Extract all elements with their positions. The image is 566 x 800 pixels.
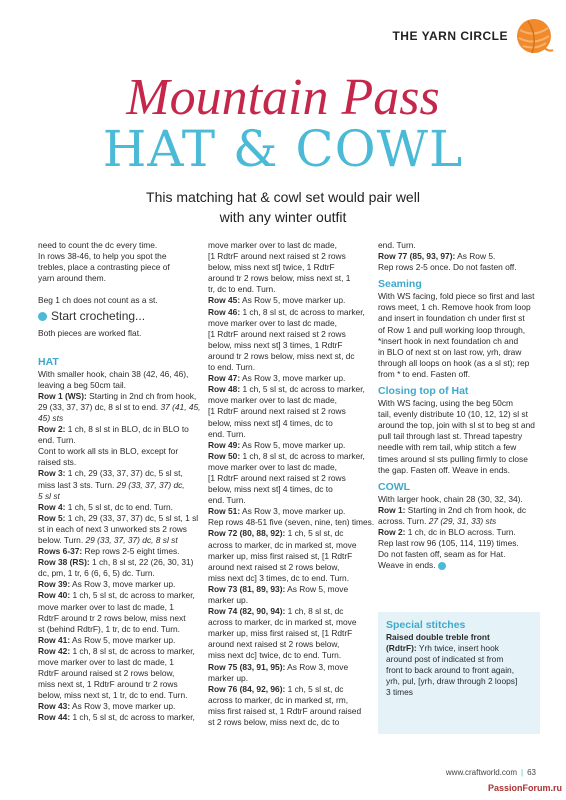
text-line — [208, 295, 372, 306]
line-text: in BLO of next st on last row, yrh, draw — [378, 346, 522, 357]
text-line — [208, 329, 372, 340]
row-label: Row 51: — [208, 506, 241, 517]
watermark: PassionForum.ru — [487, 783, 562, 793]
text-line — [38, 712, 202, 723]
line-text: needle with rem tail, whip stitch a few — [378, 442, 517, 453]
line-text: around the top, join with sl st to beg st and — [378, 420, 535, 431]
line-text: With larger hook, chain 28 (30, 32, 34). — [378, 493, 523, 504]
row-label: Row 1: — [378, 504, 406, 515]
line-text: RdtrF around raised st 2 rows below, — [38, 668, 175, 679]
text-line — [38, 391, 202, 402]
line-text: 1 ch, 5 sl st, dc across to marker, — [70, 712, 195, 723]
line-text: [1 RdtrF around next raised st 2 rows — [208, 328, 346, 339]
text-line — [208, 484, 372, 495]
line-text: marker up. — [208, 672, 249, 683]
line-text: 1 ch, 8 sl st, dc across to marker, — [70, 645, 195, 656]
line-text: As Row 3, move — [285, 661, 349, 672]
line-text: As Row 5, move marker up. — [240, 439, 346, 450]
text-line — [208, 273, 372, 284]
line-text: move marker over to last dc made, — [208, 240, 337, 250]
text-line — [378, 325, 538, 336]
text-line — [208, 262, 372, 273]
text-line — [208, 551, 372, 562]
text-line — [38, 435, 202, 446]
text-line — [378, 527, 538, 538]
line-text: below, miss next st] 4 times, dc to — [208, 484, 333, 495]
text-line — [208, 495, 372, 506]
text-line — [38, 262, 202, 273]
brand-header — [392, 16, 554, 56]
spacer — [38, 284, 202, 295]
line-text: 1 ch, dc in BLO across. Turn. — [405, 526, 516, 537]
line-text: Weave in ends. — [378, 560, 436, 571]
text-line — [208, 662, 372, 673]
row-label: Row 77 (85, 93, 97): — [378, 251, 456, 262]
row-label: Row 41: — [38, 634, 71, 645]
text-line — [386, 643, 540, 654]
line-text: In rows 38-46, to help you spot the — [38, 251, 167, 262]
row-label: Row 48: — [208, 384, 241, 395]
text-line — [378, 313, 538, 324]
row-label: Row 49: — [208, 439, 241, 450]
line-text: need to count the dc every time. — [38, 240, 158, 250]
text-line — [386, 654, 540, 665]
text-line — [38, 557, 202, 568]
line-text: 1 ch, 5 sl st, dc across to marker, — [70, 590, 195, 601]
line-text: Both pieces are worked flat. — [38, 328, 142, 339]
line-text: around next raised st 2 rows below, — [208, 639, 340, 650]
line-text: st (behind RdtrF), 1 tr, dc to end. Turn. — [38, 623, 180, 634]
stitch-count: 45) sts — [38, 412, 64, 423]
text-line — [208, 540, 372, 551]
line-text: the gap. Fasten off. Weave in ends. — [378, 464, 510, 475]
stitch-count: 5 sl st — [38, 490, 60, 501]
text-line — [38, 480, 202, 491]
text-line — [38, 468, 202, 479]
line-text: With WS facing, fold piece so first and last — [378, 291, 535, 302]
text-line — [38, 402, 202, 413]
special-stitches-box — [378, 612, 540, 734]
text-line — [38, 446, 202, 457]
row-label: Row 44: — [38, 712, 71, 723]
line-text: below, miss next st] 3 times, 1 RdtrF — [208, 339, 343, 350]
line-text: Do not fasten off, seam as for Hat. — [378, 549, 506, 560]
line-text: [1 RdtrF around next raised st 2 rows — [208, 251, 346, 262]
line-text: tr, dc to end. Turn. — [208, 284, 276, 295]
column-1 — [38, 240, 202, 724]
text-line — [38, 546, 202, 557]
text-line — [38, 613, 202, 624]
line-text: marker up, miss first raised st, [1 RdtrF — [208, 628, 353, 639]
text-line — [208, 284, 372, 295]
text-line — [38, 457, 202, 468]
section-heading: Seaming — [378, 278, 422, 291]
line-text: st in each of next 3 unworked sts 2 rows — [38, 523, 187, 534]
line-text: 1 ch, 8 sl st, dc across to marker, — [240, 306, 365, 317]
text-line — [378, 549, 538, 560]
line-text: yarn around them. — [38, 273, 106, 284]
text-line — [378, 398, 538, 409]
line-text: As Row 3, move marker up. — [70, 579, 176, 590]
text-line — [208, 373, 372, 384]
line-text: trebles, place a contrasting piece of — [38, 262, 170, 273]
page-number: 63 — [527, 768, 536, 777]
line-text: *insert hook in next foundation ch and — [378, 335, 519, 346]
text-line — [378, 538, 538, 549]
text-line — [38, 624, 202, 635]
text-line — [208, 517, 375, 528]
line-text: With smaller hook, chain 38 (42, 46, 46), — [38, 368, 189, 379]
row-label: Row 1 (WS): — [38, 390, 87, 401]
line-text: end. Turn. — [208, 428, 246, 439]
text-line — [208, 406, 372, 417]
row-label: Row 40: — [38, 590, 71, 601]
row-label: Row 5: — [38, 512, 66, 523]
line-text: move marker over to last dc made, 1 — [38, 601, 174, 612]
line-text: rows meet, 1 ch. Remove hook from loop — [378, 302, 531, 313]
yarn-ball-icon — [514, 16, 554, 56]
text-line — [208, 595, 372, 606]
text-line — [208, 462, 372, 473]
line-text: As Row 5, move marker up. — [70, 634, 176, 645]
text-line — [208, 673, 372, 684]
title-line-2: HAT & COWL — [102, 120, 464, 178]
text-line — [208, 606, 372, 617]
text-line — [208, 528, 372, 539]
line-text: RdtrF around tr 2 rows below, miss next — [38, 612, 186, 623]
row-label: Row 46: — [208, 306, 241, 317]
line-text: Beg 1 ch does not count as a st. — [38, 295, 158, 306]
line-text: to end. Turn. — [208, 362, 256, 373]
text-line — [38, 295, 202, 306]
page-footer — [446, 768, 536, 777]
line-text: around post of indicated st from — [386, 654, 504, 665]
column-3 — [378, 240, 538, 571]
text-line — [38, 502, 202, 513]
text-line — [208, 429, 372, 440]
text-line — [208, 573, 372, 584]
line-text: below, miss next st, 1 tr, dc to end. Turn. — [38, 690, 188, 701]
row-label: Row 2: — [38, 424, 66, 435]
text-line — [208, 717, 372, 728]
subtitle-line-2: with any winter outfit — [219, 209, 347, 225]
text-line — [38, 380, 202, 391]
row-label: Row 4: — [38, 501, 66, 512]
line-text: 1 ch, 8 sl st, 22 (26, 30, 31) — [89, 557, 194, 568]
text-line — [208, 451, 372, 462]
line-text: Rep last row 96 (105, 114, 119) times. — [378, 538, 519, 549]
line-text: With WS facing, using the beg 50cm — [378, 398, 513, 409]
text-line — [38, 424, 202, 435]
text-line — [208, 617, 372, 628]
line-text: below, miss next st] twice, 1 RdtrF — [208, 262, 335, 273]
line-text: 1 ch, 8 sl st, dc across to marker, — [240, 450, 365, 461]
text-line — [386, 676, 540, 687]
text-line — [38, 568, 202, 579]
text-line — [378, 420, 538, 431]
text-line — [38, 690, 202, 701]
text-line — [38, 273, 202, 284]
text-line — [378, 465, 538, 476]
text-line — [38, 635, 202, 646]
text-line — [208, 584, 372, 595]
text-line — [38, 646, 202, 657]
text-line — [38, 701, 202, 712]
line-text: 29 (33, 37, 37) dc, 8 sl st to end. — [38, 401, 161, 412]
text-line — [378, 358, 538, 369]
text-line — [208, 639, 372, 650]
line-text: marker up, miss first raised st, [1 RdtrF — [208, 550, 353, 561]
special-stitches-content — [378, 612, 540, 699]
text-line — [378, 516, 538, 527]
text-line — [208, 418, 372, 429]
line-text: 1 ch, 29 (33, 37, 37) dc, 5 sl st, 1 sl — [65, 512, 199, 523]
line-text: 1 ch, 8 sl st, dc — [285, 606, 344, 617]
text-line — [38, 328, 202, 339]
text-line — [378, 442, 538, 453]
line-text: Rep rows 48-51 five (seven, nine, ten) times. — [208, 517, 375, 528]
row-label: Row 42: — [38, 645, 71, 656]
text-line — [378, 409, 538, 420]
text-line — [208, 384, 372, 395]
text-line — [208, 628, 372, 639]
text-line — [208, 506, 372, 517]
section-heading: HAT — [38, 355, 59, 368]
text-line — [38, 679, 202, 690]
text-line — [208, 362, 372, 373]
line-text: miss first raised st, 1 RdtrF around raised — [208, 705, 362, 716]
text-line — [38, 657, 202, 668]
start-crocheting-text: Start crocheting... — [51, 309, 146, 324]
line-text: yrh, pul, [yrh, draw through 2 loops] — [386, 676, 518, 687]
text-line — [208, 440, 372, 451]
text-line — [38, 240, 202, 251]
brand-name: THE YARN CIRCLE — [392, 29, 508, 43]
line-text: of Row 1 and pull working loop through, — [378, 324, 526, 335]
subtitle-line-1: This matching hat & cowl set would pair well — [146, 189, 420, 205]
line-text: 1 ch, 5 sl st, dc to end. Turn. — [65, 501, 173, 512]
text-line — [378, 347, 538, 358]
section-heading: COWL — [378, 480, 411, 493]
text-line — [38, 513, 202, 524]
line-text: leaving a beg 50cm tail. — [38, 379, 126, 390]
subtitle — [0, 187, 566, 227]
text-line — [208, 318, 372, 329]
text-line — [38, 491, 202, 502]
line-text: move marker over to last dc made, — [208, 461, 337, 472]
row-label: Row 47: — [208, 373, 241, 384]
start-crocheting-heading — [38, 308, 202, 324]
special-stitches-title: Special stitches — [386, 619, 466, 631]
line-text: front to back around to front again, — [386, 665, 515, 676]
text-line — [208, 650, 372, 661]
line-text: Starting in 2nd ch from hook, dc — [405, 504, 527, 515]
line-text: across. Turn. — [378, 515, 429, 526]
stitch-count: 29 (33, 37, 37) dc, — [116, 479, 185, 490]
row-label: (RdtrF): — [386, 643, 417, 654]
line-text: Starting in 2nd ch from hook, — [86, 390, 197, 401]
line-text: miss next dc] twice, dc to end. Turn. — [208, 650, 342, 661]
text-line — [378, 454, 538, 465]
row-label: Row 43: — [38, 701, 71, 712]
line-text: [1 RdtrF around next raised st 2 rows — [208, 406, 346, 417]
row-label: Row 45: — [208, 295, 241, 306]
line-text: 3 times — [386, 687, 413, 698]
text-line — [208, 473, 372, 484]
line-text: end. Turn. — [208, 495, 246, 506]
text-line — [208, 351, 372, 362]
line-text: marker up. — [208, 595, 249, 605]
row-label: Row 72 (80, 88, 92): — [208, 528, 286, 539]
text-line — [378, 262, 538, 273]
row-label: Row 2: — [378, 526, 406, 537]
text-line — [208, 240, 372, 251]
line-text: across to marker, dc in marked st, move — [208, 617, 357, 628]
text-line — [208, 706, 372, 717]
text-line — [378, 291, 538, 302]
text-line — [386, 665, 540, 676]
end-dot-icon — [438, 562, 446, 570]
text-line — [386, 687, 540, 698]
line-text: below, miss next st] 4 times, dc to — [208, 417, 333, 428]
text-line — [208, 562, 372, 573]
line-text: raised sts. — [38, 457, 77, 468]
text-line — [378, 560, 538, 571]
line-text: 1 ch, 8 sl st in BLO, dc in BLO to — [65, 424, 189, 435]
line-text: Yrh twice, insert hook — [416, 643, 499, 654]
line-text: move marker over to last dc made, 1 — [38, 657, 174, 667]
line-text: As Row 5, move — [285, 583, 349, 594]
stitch-count: 27 (29, 31, 33) sts — [428, 515, 497, 526]
text-line — [208, 395, 372, 406]
text-line — [38, 602, 202, 613]
row-label: Rows 6-37: — [38, 546, 83, 557]
line-text: miss next dc] 3 times, dc to end. Turn. — [208, 572, 350, 583]
line-text: dc, pm, 1 tr, 6 (6, 6, 5) dc. Turn. — [38, 568, 155, 579]
footer-separator: | — [521, 768, 524, 777]
text-line — [38, 369, 202, 380]
spacer — [38, 340, 202, 351]
line-text: miss last 3 sts. Turn. — [38, 479, 117, 490]
text-line — [378, 431, 538, 442]
section-heading: Closing top of Hat — [378, 385, 469, 398]
text-line — [38, 413, 202, 424]
text-line — [208, 695, 372, 706]
title-line-1: Mountain Pass — [126, 69, 440, 126]
text-line — [38, 668, 202, 679]
row-label: Row 3: — [38, 468, 66, 479]
text-line — [208, 340, 372, 351]
line-text: around tr 2 rows below, miss next st, 1 — [208, 273, 351, 284]
text-line — [208, 251, 372, 262]
text-line — [378, 302, 538, 313]
text-line — [38, 579, 202, 590]
line-text: 1 ch, 29 (33, 37, 37) dc, 5 sl st, — [65, 468, 183, 479]
line-text: from * to end. Fasten off. — [378, 368, 471, 379]
line-text: As Row 5. — [455, 251, 496, 262]
row-label: Row 76 (84, 92, 96): — [208, 683, 286, 694]
line-text: and insert in foundation ch under first st — [378, 313, 525, 324]
line-text: pull tail through last st. Thread tapestry — [378, 431, 523, 442]
text-line — [378, 251, 538, 262]
line-text: [1 RdtrF around next raised st 2 rows — [208, 472, 346, 483]
column-2 — [208, 240, 375, 728]
line-text: miss next st, 1 RdtrF around tr 2 rows — [38, 679, 178, 690]
row-label: Row 50: — [208, 450, 241, 461]
text-line — [38, 590, 202, 601]
line-text: around tr 2 rows below, miss next st, dc — [208, 350, 355, 361]
bullet-dot-icon — [38, 312, 47, 321]
text-line — [378, 505, 538, 516]
line-text: 1 ch, 5 sl st, dc across to marker, — [240, 384, 365, 395]
text-line — [378, 494, 538, 505]
line-text: below. Turn. — [38, 534, 86, 545]
line-text: end. Turn. — [38, 435, 76, 446]
row-label: Row 73 (81, 89, 93): — [208, 583, 286, 594]
line-text: move marker over to last dc made, — [208, 317, 337, 328]
footer-url: www.craftworld.com — [445, 768, 518, 777]
line-text: As Row 3, move marker up. — [240, 373, 346, 384]
line-text: 1 ch, 5 sl st, dc — [285, 528, 344, 539]
line-text: Cont to work all sts in BLO, except for — [38, 446, 179, 457]
text-line — [378, 369, 538, 380]
line-text: end. Turn. — [378, 240, 416, 250]
line-text: As Row 3, move marker up. — [70, 701, 176, 712]
row-label: Row 39: — [38, 579, 71, 590]
line-text: through all loops on hook (as a sl st); rep — [378, 357, 530, 368]
text-line — [378, 240, 538, 251]
line-text: st 2 rows below, miss next dc, dc to — [208, 717, 340, 728]
line-text: As Row 3, move marker up. — [240, 506, 346, 517]
line-text: tail, evenly distribute 10 (10, 12, 12) sl st — [378, 409, 528, 420]
row-label: Row 74 (82, 90, 94): — [208, 606, 286, 617]
text-line — [208, 307, 372, 318]
row-label: Row 38 (RS): — [38, 557, 90, 568]
line-text: times around sl sts pulling firmly to close — [378, 453, 528, 464]
stitch-count: 37 (41, 45, — [160, 401, 201, 412]
line-text: As Row 5, move marker up. — [240, 295, 346, 306]
line-text: Rep rows 2-5 once. Do not fasten off. — [378, 262, 517, 273]
line-text: across to marker, dc in marked st, move — [208, 539, 357, 550]
line-text: move marker over to last dc made, — [208, 395, 337, 406]
text-line — [208, 684, 372, 695]
line-text: 1 ch, 5 sl st, dc — [285, 683, 344, 694]
row-label: Row 75 (83, 91, 95): — [208, 661, 286, 672]
line-text: across to marker, dc in marked st, rm, — [208, 694, 349, 705]
text-line — [378, 336, 538, 347]
text-line — [386, 632, 540, 643]
line-text: around next raised st 2 rows below, — [208, 561, 340, 572]
line-text: Rep rows 2-5 eight times. — [82, 546, 180, 557]
text-line — [38, 524, 202, 535]
text-line — [38, 535, 202, 546]
text-line — [38, 251, 202, 262]
row-label: Raised double treble front — [386, 632, 490, 642]
stitch-count: 29 (33, 37, 37) dc, 8 sl st — [85, 534, 178, 545]
